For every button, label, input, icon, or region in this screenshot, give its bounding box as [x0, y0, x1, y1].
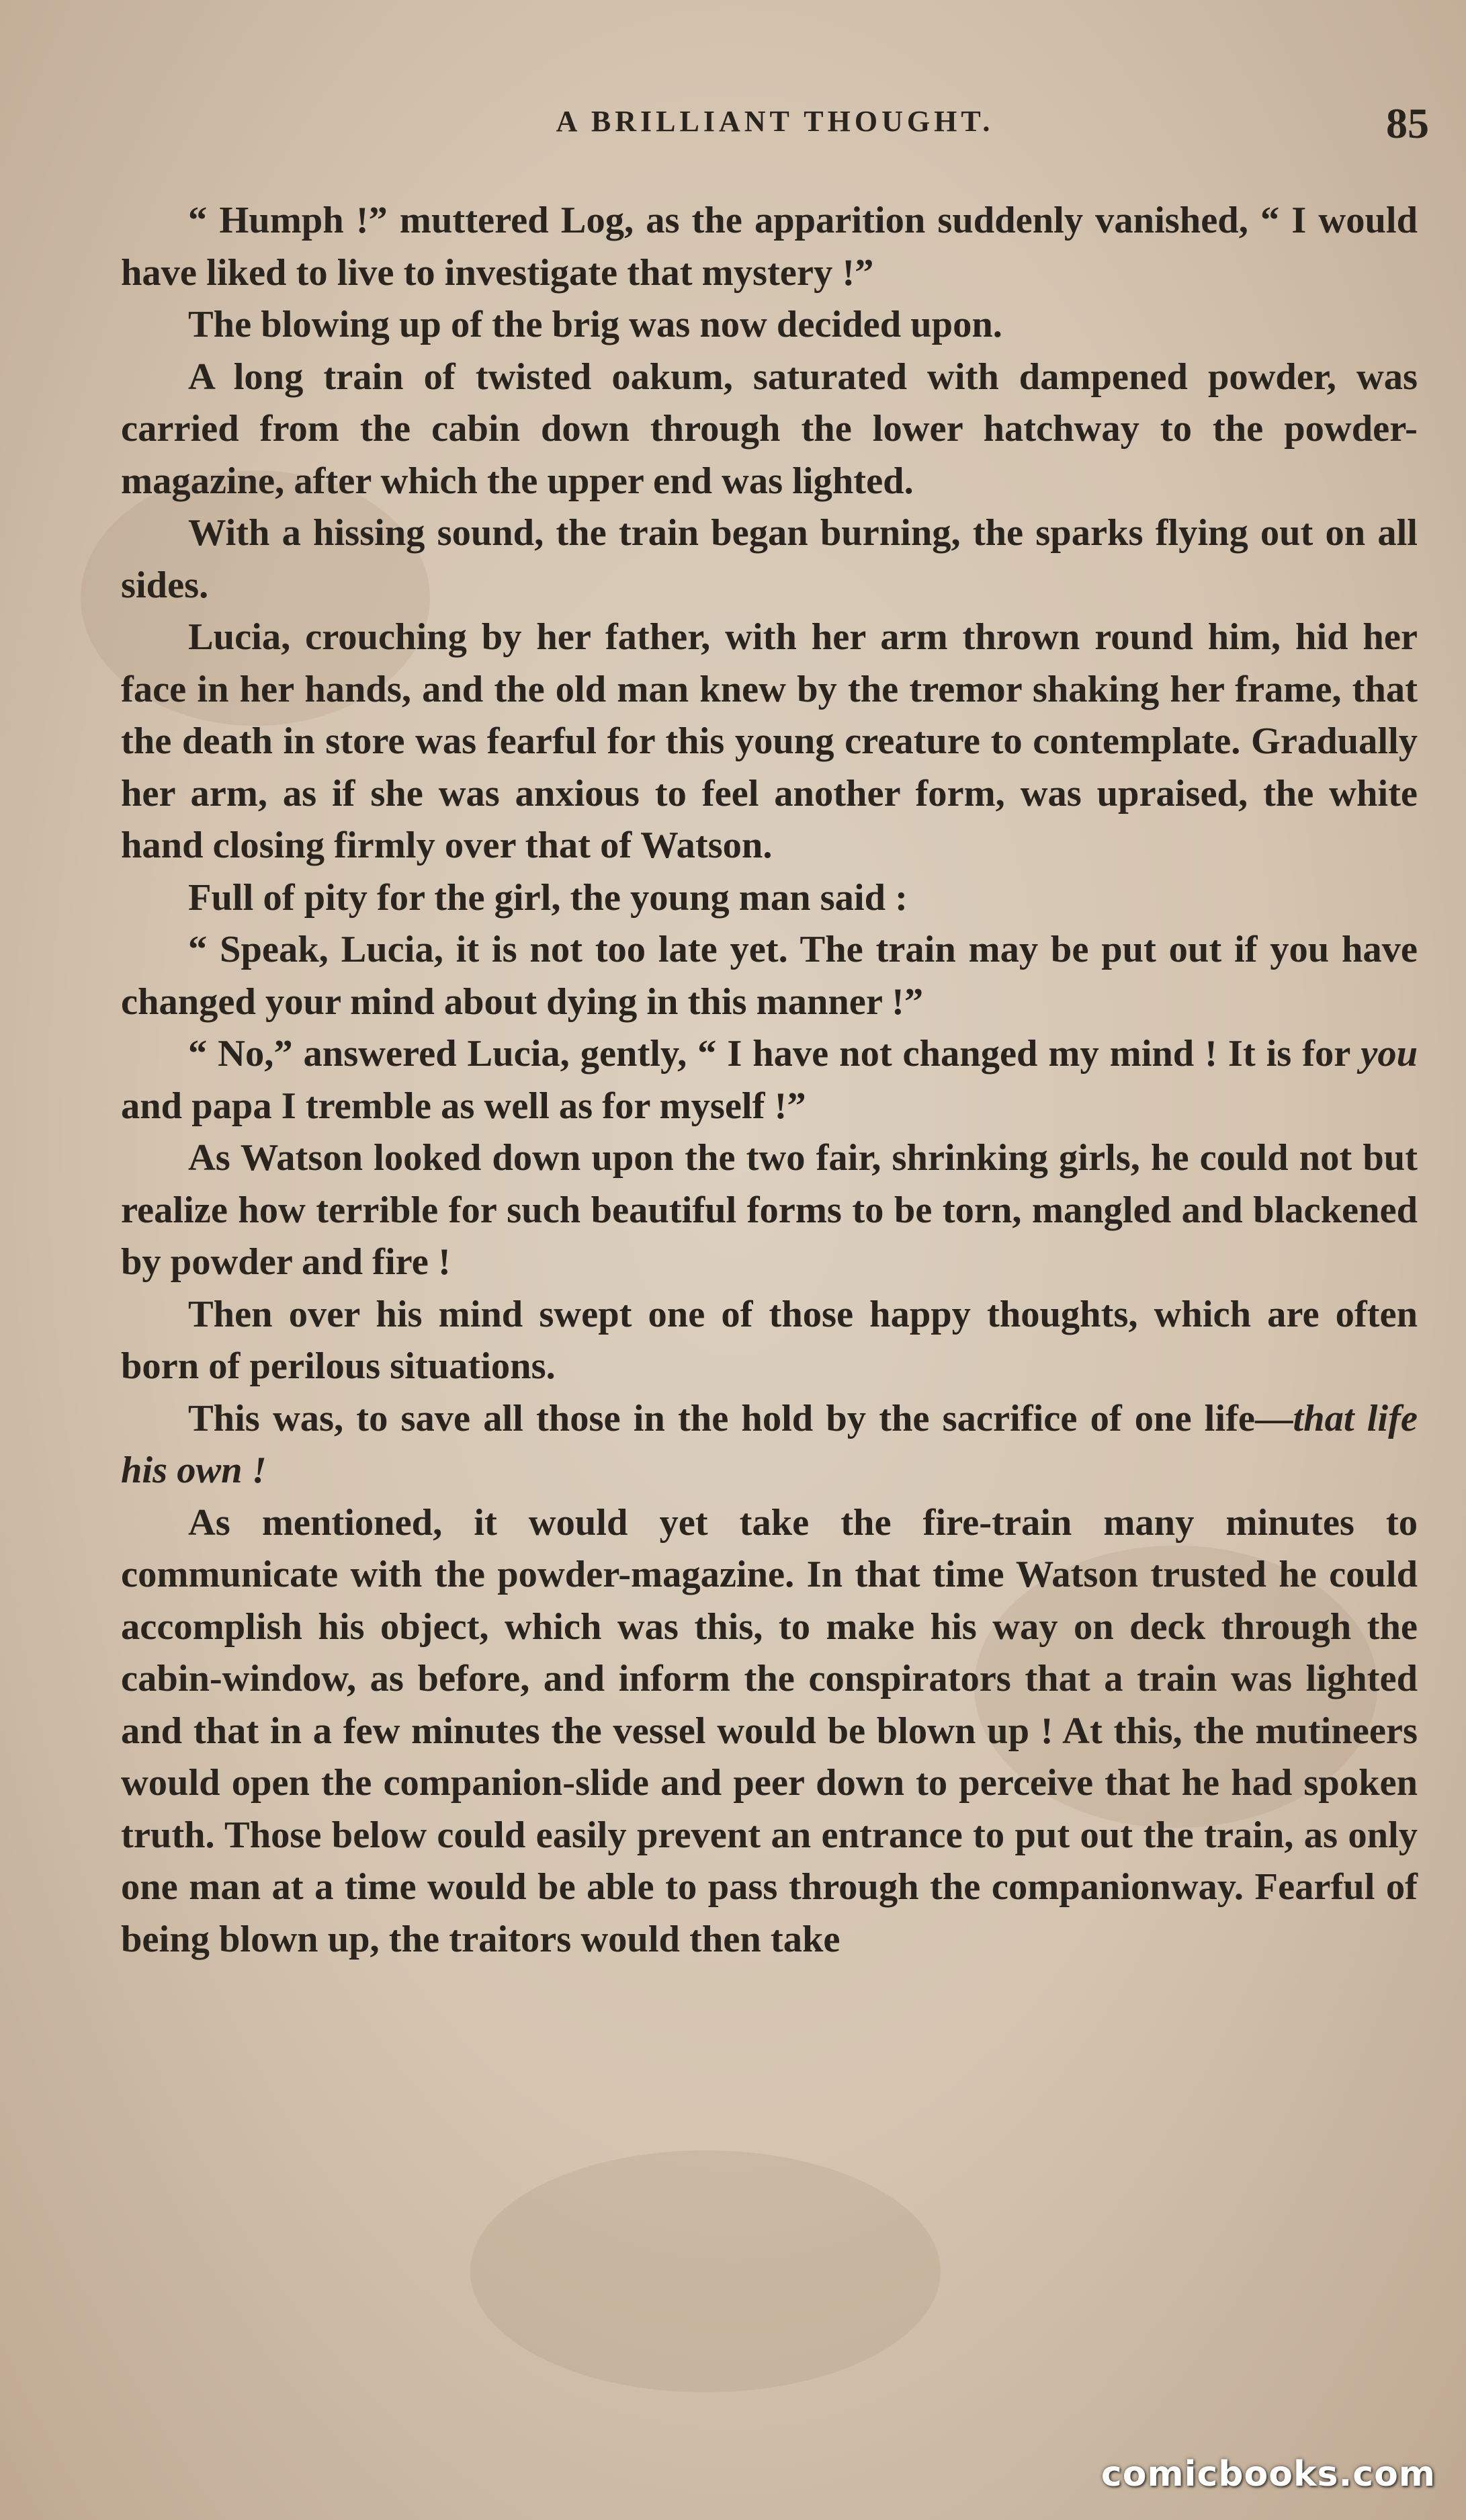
paragraph	[121, 1497, 1418, 1966]
paragraph	[121, 299, 1418, 351]
paragraph-text: As Watson looked down upon the two fair, shrinking girls, he could not but realize how terrible for such beautiful forms to be torn, mangled and blackened by powder and fire !	[121, 1137, 1418, 1283]
paper-stain	[470, 2150, 941, 2392]
paragraph	[121, 195, 1418, 299]
paragraph-text: “ Speak, Lucia, it is not too late yet. The train may be put out if you have changed your mind about dying in this manner !”	[121, 929, 1418, 1023]
page-header	[121, 99, 1429, 158]
paragraph-text: As mentioned, it would yet take the fire-train many minutes to communicate with the powder-magazine. In that time Watson trusted he could accomplish his object, which was this, to make his way on deck through the cabin-window, as before, and inform the conspirators that a train was lighted and that in a few minutes the vessel would be blown up ! At this, the mutineers would open the companion-slide and peer down to perceive that he had spoken truth. Those below could easily prevent an entrance to put out the train, as only one man at a time would be able to pass through the companionway. Fearful of being blown up, the traitors would then take	[121, 1501, 1418, 1960]
paragraph-text: Lucia, crouching by her father, with her arm thrown round him, hid her face in her hands, and the old man knew by the tremor shaking her frame, that the death in store was fearful for this young creature to contemplate. Gradually her arm, as if she was anxious to feel another form, was upraised, the white hand closing firmly over that of Watson.	[121, 616, 1418, 866]
paragraph-text: This was, to save all those in the hold by the sacrifice of one life—	[188, 1397, 1293, 1439]
paragraph	[121, 1393, 1418, 1497]
paragraph	[121, 507, 1418, 612]
emphasis-text: you	[1361, 1033, 1418, 1075]
paragraph	[121, 1289, 1418, 1393]
paragraph-text: “ No,” answered Lucia, gently, “ I have not changed my mind ! It is for	[188, 1033, 1361, 1075]
paragraph-text: The blowing up of the brig was now decided upon.	[188, 304, 1002, 345]
paragraph-text: Full of pity for the girl, the young man said :	[188, 876, 908, 919]
paragraph-text: Then over his mind swept one of those happy thoughts, which are often born of perilous situations.	[121, 1293, 1418, 1387]
paragraph	[121, 351, 1418, 508]
emphasis-text: that life his own !	[121, 1397, 1418, 1491]
running-title: A BRILLIANT THOUGHT.	[556, 105, 994, 138]
body-text	[121, 195, 1418, 1966]
paragraph	[121, 872, 1418, 925]
watermark: comicbooks.com	[1101, 2454, 1436, 2494]
paragraph-text: With a hissing sound, the train began burning, the sparks flying out on all sides.	[121, 512, 1418, 606]
paragraph-text: A long train of twisted oakum, saturated with dampened powder, was carried from the cabin down through the lower hatchway to the powder-magazine, after which the upper end was lighted.	[121, 355, 1418, 502]
paragraph-text: and papa I tremble as well as for myself !”	[121, 1085, 806, 1127]
paragraph	[121, 924, 1418, 1028]
paragraph	[121, 1132, 1418, 1289]
paragraph	[121, 612, 1418, 872]
page-number: 85	[1386, 99, 1429, 147]
paragraph	[121, 1028, 1418, 1132]
paragraph-text: “ Humph !” muttered Log, as the apparition suddenly vanished, “ I would have liked to live to investigate that mystery !”	[121, 200, 1418, 294]
